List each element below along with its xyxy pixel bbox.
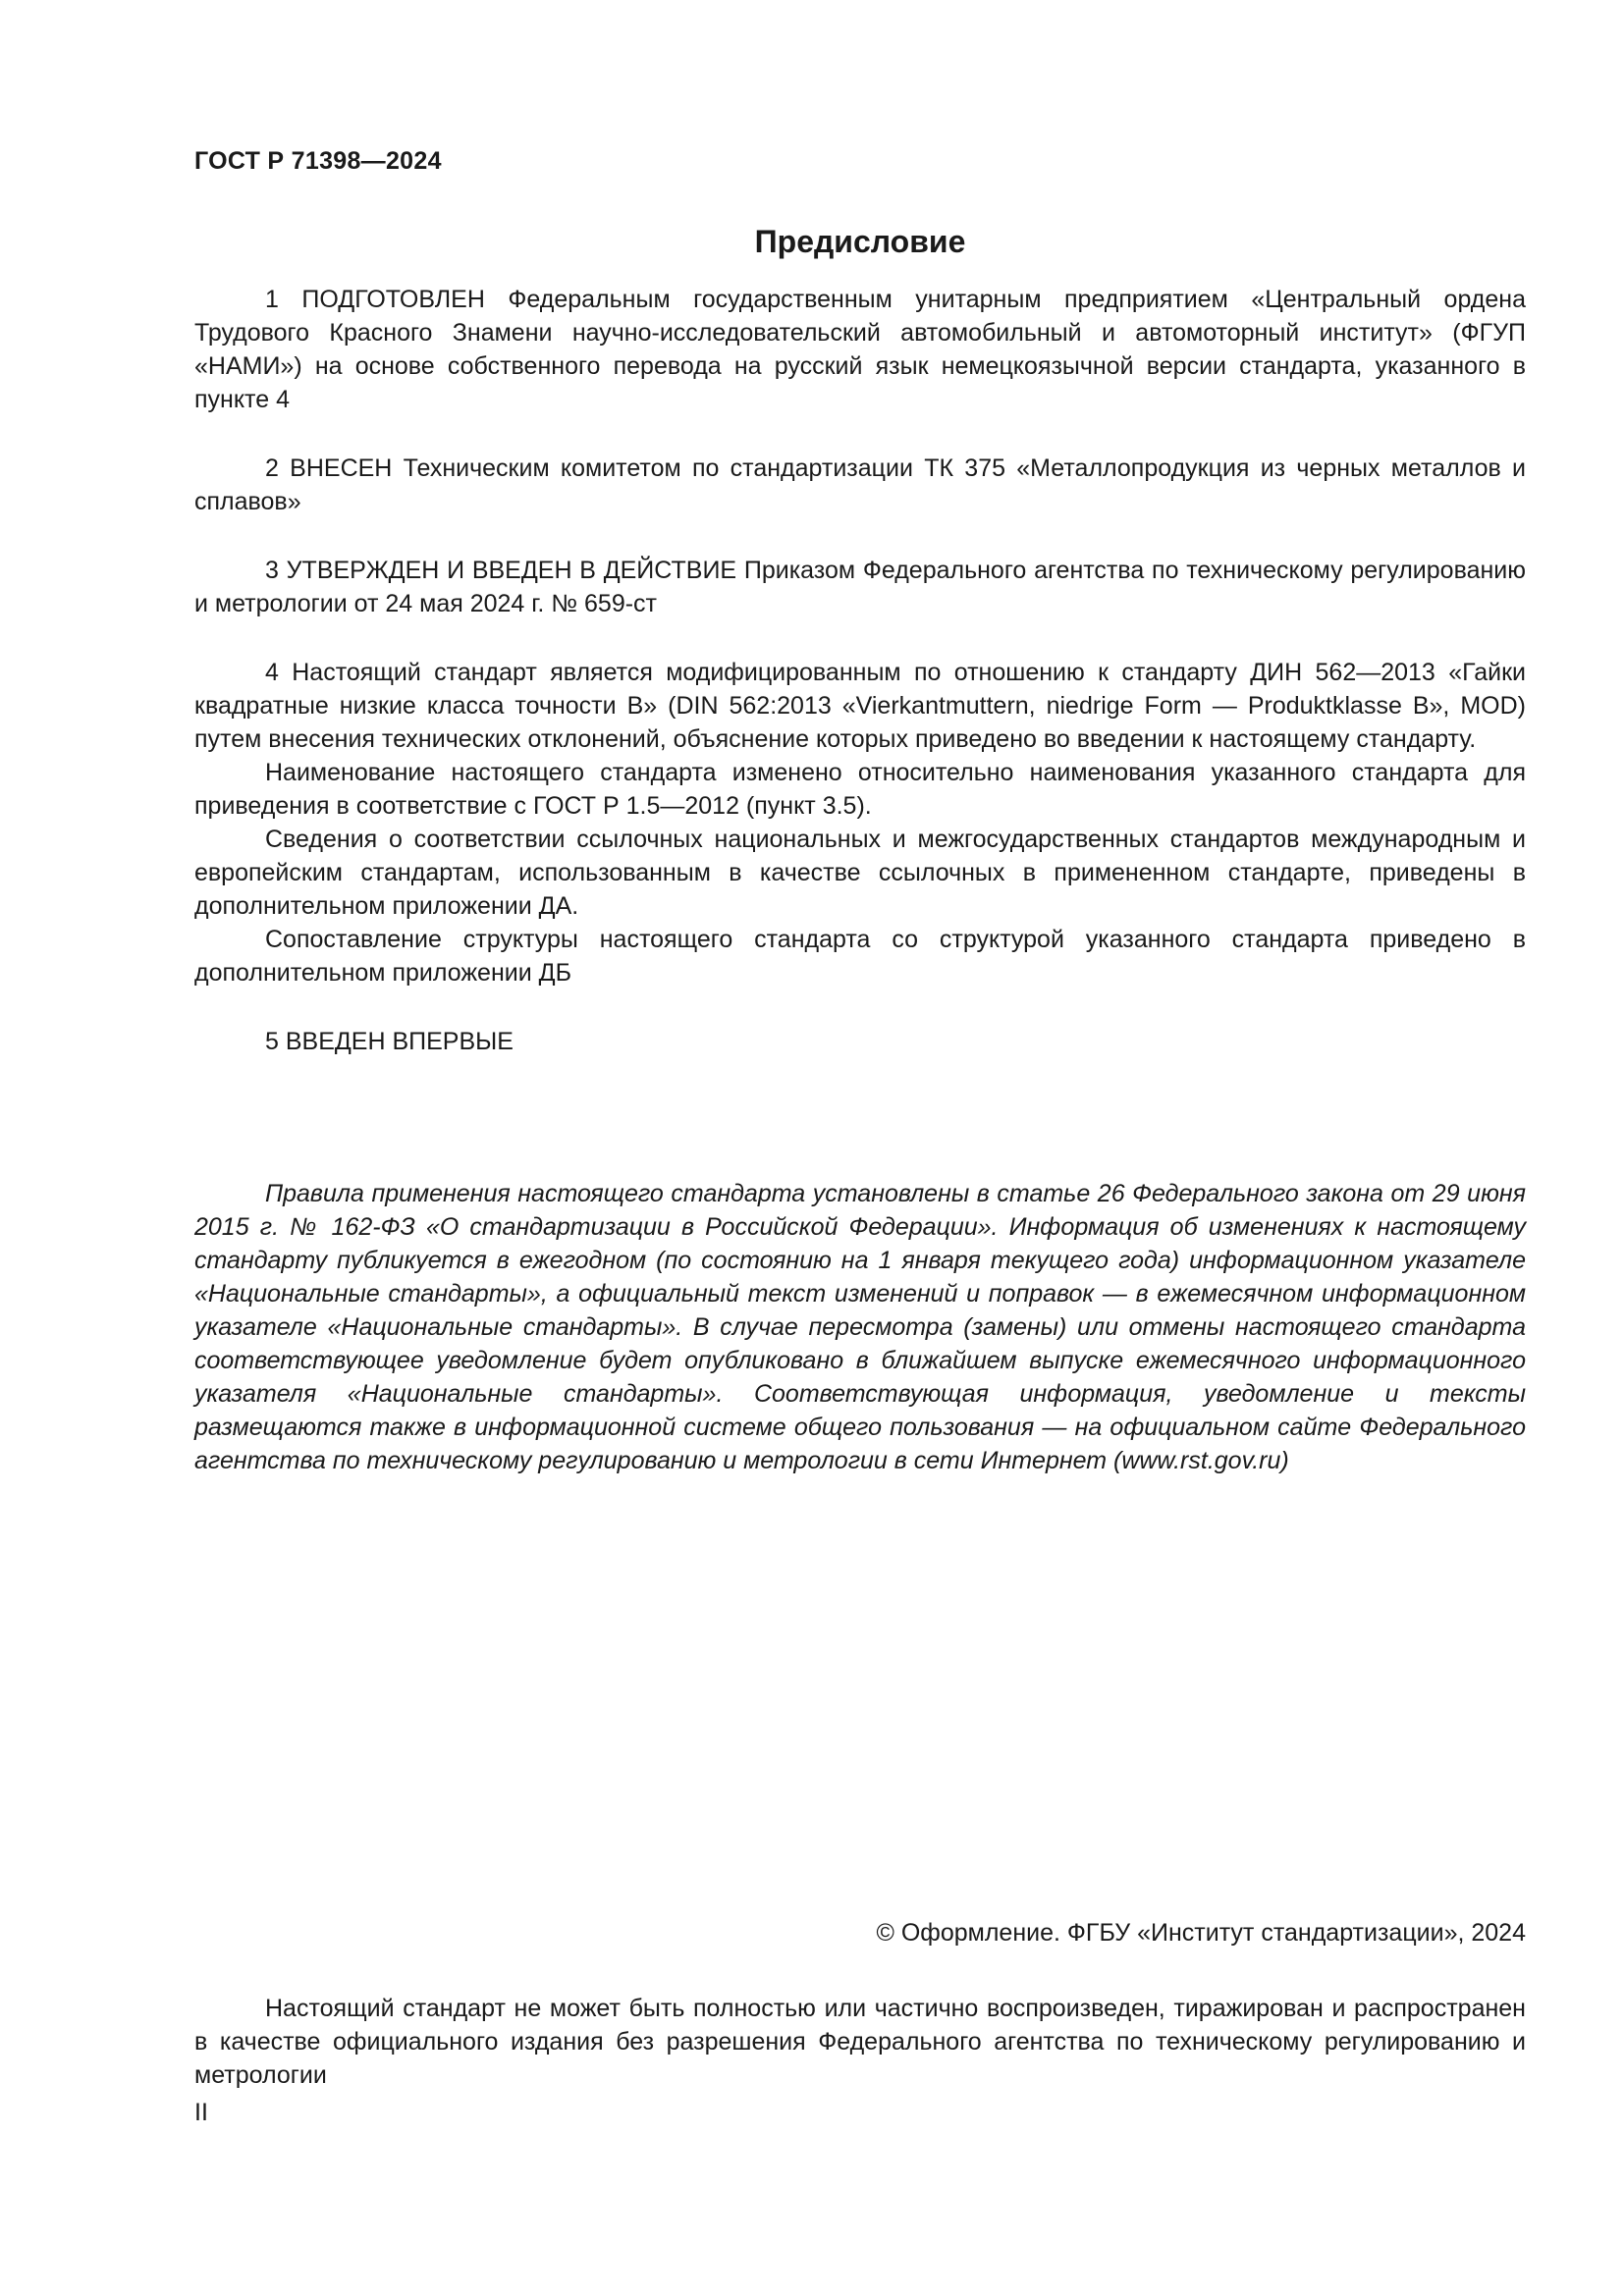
section-4-name-change: Наименование настоящего стандарта изменено относительно наименования указанного стандарта для приведения в соответствие с ГОСТ Р 1.5—2012 (пункт 3.5). [194,759,1526,820]
section-4-modified: 4 Настоящий стандарт является модифицированным по отношению к стандарту ДИН 562—2013 «Гайки квадратные низкие класса точности В» (DIN 562:2013 «Vierkantmuttern, niedrige Form — Produktklasse B», MOD) путем внесения технических отклонений, объяснение которых приведено во введении к настоящему стандарту. [194,659,1526,753]
reprint-restriction: Настоящий стандарт не может быть полностью или частично воспроизведен, тиражирован и распространен в качестве официального издания без разрешения Федерального агентства по техническому регулированию и метрологии [194,1995,1526,2089]
copyright-line: © Оформление. ФГБУ «Институт стандартизации», 2024 [876,1919,1526,1947]
document-code: ГОСТ Р 71398—2024 [194,147,442,175]
section-4-structure: Сопоставление структуры настоящего стандарта со структурой указанного стандарта приведено в дополнительном приложении ДБ [194,926,1526,987]
application-rules-notice: Правила применения настоящего стандарта установлены в статье 26 Федерального закона от 29 июня 2015 г. № 162-ФЗ «О стандартизации в Российской Федерации». Информация об изменениях к настоящему стандарту публикуется в ежегодном (по состоянию на 1 января текущего года) информационном указателе «Национальные стандарты», а официальный текст изменений и поправок — в ежемесячном информационном указателе «Национальные стандарты». В случае пересмотра (замены) или отмены настоящего стандарта соответствующее уведомление будет опубликовано в ближайшем выпуске ежемесячного информационного указателя «Национальные стандарты». Соответствующая информация, уведомление и тексты размещаются также в информационной системе общего пользования — на официальном сайте Федерального агентства по техническому регулированию и метрологии в сети Интернет (www.rst.gov.ru) [194,1180,1526,1474]
section-5-introduced: 5 ВВЕДЕН ВПЕРВЫЕ [265,1028,514,1055]
page-title: Предисловие [754,224,966,259]
section-1-prepared: 1 ПОДГОТОВЛЕН Федеральным государственным унитарным предприятием «Центральный ордена Трудового Красного Знамени научно-исследовательский автомобильный и автомоторный институт» (ФГУП «НАМИ») на основе собственного перевода на русский язык немецкоязычной версии стандарта, указанного в пункте 4 [194,286,1526,413]
section-3-approved: 3 УТВЕРЖДЕН И ВВЕДЕН В ДЕЙСТВИЕ Приказом Федерального агентства по техническому регулированию и метрологии от 24 мая 2024 г. № 659-ст [194,557,1526,617]
section-2-submitted: 2 ВНЕСЕН Техническим комитетом по стандартизации ТК 375 «Металлопродукция из черных металлов и сплавов» [194,454,1526,515]
page-number: II [194,2099,208,2126]
foreword-body [194,283,1526,1058]
section-4-references: Сведения о соответствии ссылочных национальных и межгосударственных стандартов международным и европейским стандартам, использованным в качестве ссылочных в примененном стандарте, приведены в дополнительном приложении ДА. [194,826,1526,920]
